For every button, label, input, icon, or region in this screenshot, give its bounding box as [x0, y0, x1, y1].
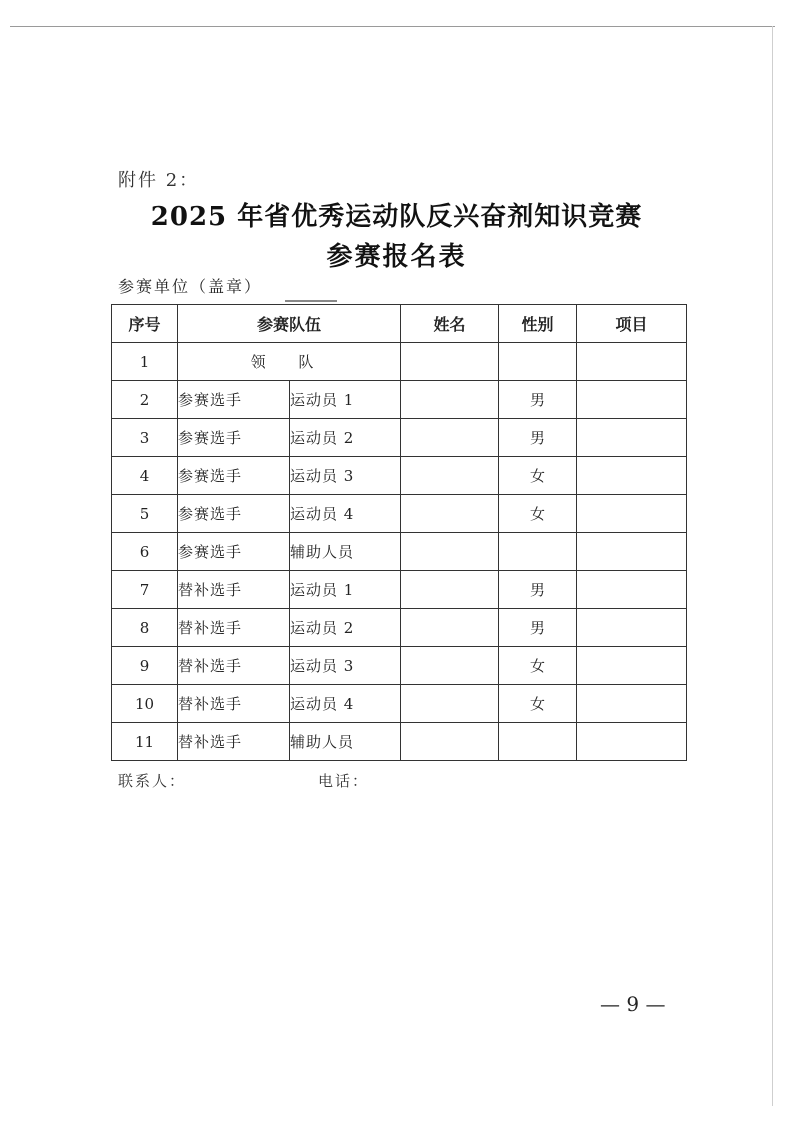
cell-role: 辅助人员	[290, 723, 401, 761]
header-team: 参赛队伍	[178, 305, 401, 343]
cell-item-input[interactable]	[577, 457, 687, 495]
cell-item-input[interactable]	[577, 571, 687, 609]
cell-gender: 女	[499, 457, 577, 495]
table-header-row	[112, 305, 687, 343]
cell-item-input[interactable]	[577, 647, 687, 685]
cell-item-input[interactable]	[577, 533, 687, 571]
cell-category: 参赛选手	[178, 495, 290, 533]
cell-category: 替补选手	[178, 647, 290, 685]
cell-gender: 男	[499, 571, 577, 609]
cell-seq: 5	[112, 495, 178, 533]
table-row	[112, 419, 687, 457]
cell-item-input[interactable]	[577, 381, 687, 419]
cell-seq: 6	[112, 533, 178, 571]
cell-seq: 10	[112, 685, 178, 723]
cell-item-input[interactable]	[577, 419, 687, 457]
cell-category: 参赛选手	[178, 457, 290, 495]
header-name: 姓名	[401, 305, 499, 343]
cell-gender	[499, 533, 577, 571]
cell-name-input[interactable]	[401, 723, 499, 761]
cell-gender-input[interactable]	[499, 343, 577, 381]
cell-gender: 女	[499, 685, 577, 723]
table-row	[112, 609, 687, 647]
cell-seq: 1	[112, 343, 178, 381]
cell-item-input[interactable]	[577, 723, 687, 761]
table-row	[112, 571, 687, 609]
cell-item-input[interactable]	[577, 495, 687, 533]
registration-table	[111, 304, 687, 761]
cell-seq: 9	[112, 647, 178, 685]
cell-leader-label: 领 队	[178, 343, 401, 381]
cell-role: 运动员 1	[290, 571, 401, 609]
cell-gender: 男	[499, 419, 577, 457]
cell-name-input[interactable]	[401, 533, 499, 571]
table-row-leader	[112, 343, 687, 381]
scan-border-right	[772, 26, 773, 1106]
cell-gender: 男	[499, 609, 577, 647]
header-seq: 序号	[112, 305, 178, 343]
cell-item-input[interactable]	[577, 343, 687, 381]
cell-gender: 女	[499, 647, 577, 685]
cell-name-input[interactable]	[401, 609, 499, 647]
cell-gender: 女	[499, 495, 577, 533]
document-title: 2025 年省优秀运动队反兴奋剂知识竞赛	[150, 202, 643, 232]
cell-seq: 2	[112, 381, 178, 419]
attachment-label: 附件 2：	[118, 170, 200, 191]
cell-item-input[interactable]	[577, 609, 687, 647]
cell-name-input[interactable]	[401, 647, 499, 685]
cell-name-input[interactable]	[401, 419, 499, 457]
unit-label: 参赛单位（盖章）	[118, 277, 263, 296]
cell-seq: 11	[112, 723, 178, 761]
stamp-underline	[285, 300, 337, 302]
table-row	[112, 533, 687, 571]
cell-role: 辅助人员	[290, 533, 401, 571]
cell-role: 运动员 3	[290, 457, 401, 495]
cell-name-input[interactable]	[401, 495, 499, 533]
cell-name-input[interactable]	[401, 457, 499, 495]
page-number: — 9 —	[600, 992, 666, 1016]
cell-category: 替补选手	[178, 609, 290, 647]
cell-name-input[interactable]	[401, 685, 499, 723]
cell-item-input[interactable]	[577, 685, 687, 723]
table-row	[112, 381, 687, 419]
cell-category: 替补选手	[178, 571, 290, 609]
header-gender: 性别	[499, 305, 577, 343]
header-item: 项目	[577, 305, 687, 343]
cell-role: 运动员 4	[290, 685, 401, 723]
cell-seq: 4	[112, 457, 178, 495]
cell-role: 运动员 4	[290, 495, 401, 533]
cell-category: 替补选手	[178, 723, 290, 761]
table-row	[112, 647, 687, 685]
table-row	[112, 495, 687, 533]
cell-gender	[499, 723, 577, 761]
cell-name-input[interactable]	[401, 381, 499, 419]
cell-name-input[interactable]	[401, 571, 499, 609]
cell-role: 运动员 2	[290, 609, 401, 647]
cell-role: 运动员 2	[290, 419, 401, 457]
cell-category: 替补选手	[178, 685, 290, 723]
table-row	[112, 723, 687, 761]
cell-seq: 7	[112, 571, 178, 609]
scan-border-top	[10, 26, 775, 27]
cell-seq: 3	[112, 419, 178, 457]
cell-category: 参赛选手	[178, 533, 290, 571]
cell-role: 运动员 1	[290, 381, 401, 419]
table-row	[112, 685, 687, 723]
document-subtitle: 参赛报名表	[326, 242, 467, 272]
cell-seq: 8	[112, 609, 178, 647]
cell-category: 参赛选手	[178, 419, 290, 457]
table-row	[112, 457, 687, 495]
cell-name-input[interactable]	[401, 343, 499, 381]
cell-gender: 男	[499, 381, 577, 419]
cell-category: 参赛选手	[178, 381, 290, 419]
contact-label: 联系人：	[118, 772, 187, 790]
cell-role: 运动员 3	[290, 647, 401, 685]
phone-label: 电话：	[318, 772, 370, 790]
